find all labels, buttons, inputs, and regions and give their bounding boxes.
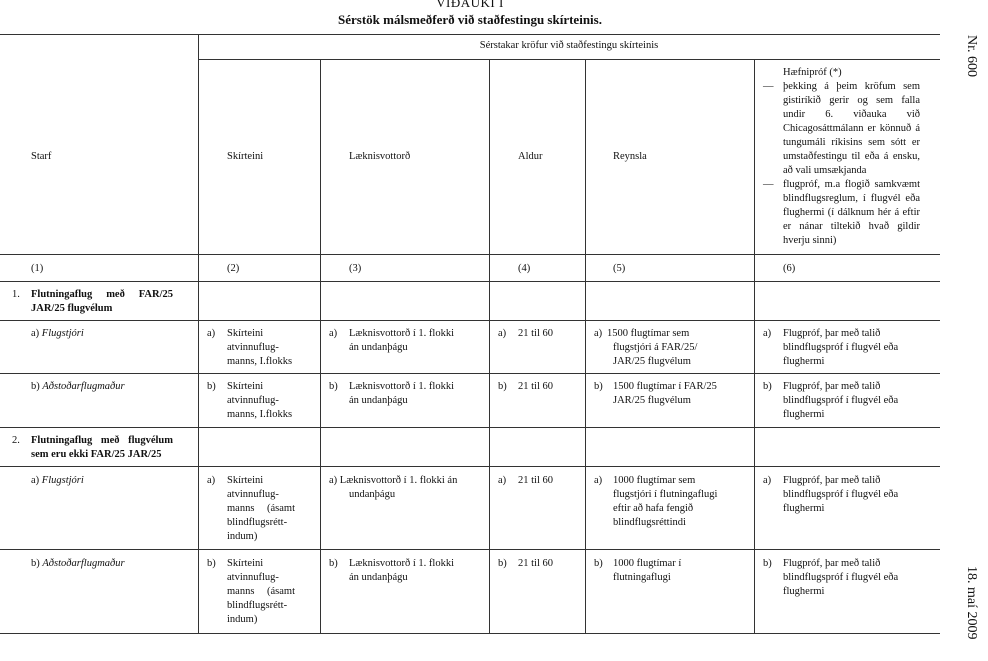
medical-line: án undanþágu	[349, 342, 408, 353]
role-cell	[31, 380, 125, 394]
test-line: blindflugspróf í flugvél eða	[783, 489, 899, 500]
row-prefix: a)	[763, 475, 772, 486]
col6-header-line: að vali umsækjanda	[783, 165, 867, 176]
rule-row2a	[0, 549, 940, 550]
license-line: manns (ásamt	[227, 586, 295, 597]
age-cell: 21 til 60	[518, 381, 554, 392]
col6-dash-2: —	[763, 179, 774, 190]
license-line: manns, I.flokks	[227, 356, 293, 367]
license-line: Skírteini	[227, 558, 264, 569]
experience-line: flugstjóri á FAR/25/	[613, 342, 698, 353]
medical-line: Læknisvottorð í 1. flokki	[349, 328, 454, 339]
test-line: Flugpróf, þar með talið	[783, 328, 881, 339]
group-header: Sérstakar kröfur við staðfestingu skírteinis	[479, 40, 659, 51]
col6-header-line: þekking á þeim kröfum sem	[783, 81, 920, 92]
test-line: Flugpróf, þar með talið	[783, 475, 881, 486]
col-divider-3	[489, 59, 490, 633]
row-prefix: a)	[329, 475, 338, 486]
col-number: (6)	[783, 263, 796, 274]
license-line: Skírteini	[227, 328, 264, 339]
test-line: flughermi	[783, 409, 825, 420]
medical-line: undanþágu	[349, 489, 396, 500]
col-divider-5	[754, 59, 755, 633]
age-cell: 21 til 60	[518, 475, 554, 486]
license-line: indum)	[227, 614, 258, 625]
rule-bottom	[0, 633, 940, 634]
medical-line: án undanþágu	[349, 395, 408, 406]
experience-line: JAR/25 flugvélum	[613, 395, 691, 406]
col6-header-line: tungumáli ríkisins sem sótt er	[783, 137, 920, 148]
col-number: (5)	[613, 263, 626, 274]
test-line: flughermi	[783, 356, 825, 367]
license-line: manns, I.flokks	[227, 409, 293, 420]
rule-row1a	[0, 373, 940, 374]
col6-header-line: blindflugsreglum, í flugvél eða	[783, 193, 920, 204]
col6-header-line: Chicagosáttmálann er könnuð á	[783, 123, 920, 134]
rule-group-header	[198, 59, 940, 60]
experience-line: eftir að hafa fengið	[613, 503, 694, 514]
col6-header-line: hverju sinni)	[783, 235, 837, 246]
section-title: sem eru ekki FAR/25 JAR/25	[31, 449, 162, 460]
page-title: Sérstök málsmeðferð við staðfestingu skírteinis.	[338, 12, 602, 27]
row-prefix: a)	[207, 475, 216, 486]
section-title: JAR/25 flugvélum	[31, 303, 113, 314]
col-header-skirteini: Skírteini	[227, 151, 264, 162]
role-label: Aðstoðarflugmaður	[42, 558, 125, 569]
row-prefix: b)	[329, 558, 338, 569]
role-label: Flugstjóri	[41, 328, 84, 339]
row-prefix: b)	[207, 381, 216, 392]
row-prefix: a)	[329, 328, 338, 339]
col-number: (2)	[227, 263, 240, 274]
row-prefix: b)	[763, 558, 772, 569]
col6-header-line: umstaðfestingu til eða á ensku,	[783, 151, 920, 162]
col-header-reynsla: Reynsla	[613, 151, 647, 162]
test-line: flughermi	[783, 503, 825, 514]
col6-header-line: er nánar tiltekið hvað gildir	[783, 221, 920, 232]
test-line: Flugpróf, þar með talið	[783, 381, 881, 392]
col6-header-line: undir 6. viðauka við	[783, 109, 920, 120]
license-line: atvinnuflug-	[227, 489, 279, 500]
issue-number: Nr. 600	[964, 35, 979, 77]
col-header-aldur: Aldur	[518, 151, 543, 162]
age-cell: 21 til 60	[518, 558, 554, 569]
appendix-label: VIÐAUKI I	[436, 0, 504, 10]
page-header	[0, 0, 940, 28]
role-cell	[31, 557, 125, 571]
row-prefix: a)	[498, 328, 507, 339]
license-line: blindflugsrétt-	[227, 517, 288, 528]
rule-section1	[0, 320, 940, 321]
role-label: Aðstoðarflugmaður	[42, 381, 125, 392]
col6-header-line: flugpróf, m.a flogið samkvæmt	[783, 179, 920, 190]
experience-line: JAR/25 flugvélum	[613, 356, 691, 367]
issue-date: 18. maí 2009	[964, 566, 979, 640]
row-prefix: a)	[594, 328, 603, 339]
license-line: manns (ásamt	[227, 503, 295, 514]
test-line: Flugpróf, þar með talið	[783, 558, 881, 569]
license-line: atvinnuflug-	[227, 572, 279, 583]
col-divider-4	[585, 59, 586, 633]
col6-header-line: flughermi (í dálknum hér á eftir	[783, 207, 920, 218]
experience-line: flutningaflugi	[613, 572, 671, 583]
row-prefix: b)	[594, 381, 603, 392]
license-line: indum)	[227, 531, 258, 542]
col-divider-1	[198, 34, 199, 633]
license-line: blindflugsrétt-	[227, 600, 288, 611]
license-line: Skírteini	[227, 475, 264, 486]
experience-line: 1500 flugtímar sem	[607, 328, 690, 339]
license-line: Skírteini	[227, 381, 264, 392]
rule-col-numbers	[0, 281, 940, 282]
medical-line: Læknisvottorð í 1. flokki	[349, 558, 454, 569]
experience-line: blindflugsréttindi	[613, 517, 686, 528]
col-header-starf: Starf	[31, 151, 52, 162]
col-number: (1)	[31, 263, 44, 274]
medical-cell	[329, 474, 457, 488]
col6-header-line: Hæfnipróf (*)	[783, 67, 842, 78]
test-line: blindflugspróf í flugvél eða	[783, 342, 899, 353]
rule-top	[0, 34, 940, 35]
row-prefix: b)	[329, 381, 338, 392]
rule-section2	[0, 466, 940, 467]
license-line: atvinnuflug-	[227, 395, 279, 406]
test-line: flughermi	[783, 586, 825, 597]
row-prefix: b)	[498, 558, 507, 569]
row-prefix: b)	[31, 381, 40, 392]
row-prefix: a)	[763, 328, 772, 339]
col-header-laeknisvottord: Læknisvottorð	[349, 151, 411, 162]
col-number: (3)	[349, 263, 362, 274]
row-prefix: b)	[207, 558, 216, 569]
role-cell	[31, 327, 84, 341]
row-prefix: b)	[31, 558, 40, 569]
experience-line: 1500 flugtímar í FAR/25	[613, 381, 717, 392]
age-cell: 21 til 60	[518, 328, 554, 339]
rule-header-bottom	[0, 254, 940, 255]
row-prefix: a)	[594, 475, 603, 486]
section-title: Flutningaflug með FAR/25	[31, 289, 173, 300]
medical-line: Læknisvottorð í 1. flokki án	[339, 475, 458, 486]
role-cell	[31, 474, 84, 488]
test-line: blindflugspróf í flugvél eða	[783, 572, 899, 583]
col6-dash-1: —	[763, 81, 774, 92]
test-line: blindflugspróf í flugvél eða	[783, 395, 899, 406]
license-line: atvinnuflug-	[227, 342, 279, 353]
row-prefix: a)	[31, 328, 40, 339]
section-number: 2.	[12, 435, 20, 446]
row-prefix: a)	[498, 475, 507, 486]
col-divider-2	[320, 59, 321, 633]
section-number: 1.	[12, 289, 20, 300]
experience-line: flugstjóri í flutningaflugi	[613, 489, 718, 500]
row-prefix: a)	[207, 328, 216, 339]
medical-line: án undanþágu	[349, 572, 408, 583]
col6-header-line: gistiríkið gerir og sem falla	[783, 95, 920, 106]
row-prefix: a)	[31, 475, 40, 486]
experience-line: 1000 flugtímar sem	[613, 475, 696, 486]
row-prefix: b)	[594, 558, 603, 569]
role-label: Flugstjóri	[41, 475, 84, 486]
rule-row1b	[0, 427, 940, 428]
row-prefix: b)	[763, 381, 772, 392]
experience-line: 1000 flugtímar í	[613, 558, 682, 569]
row-prefix: b)	[498, 381, 507, 392]
col-number: (4)	[518, 263, 531, 274]
medical-line: Læknisvottorð í 1. flokki	[349, 381, 454, 392]
section-title: Flutningaflug með flugvélum	[31, 435, 173, 446]
